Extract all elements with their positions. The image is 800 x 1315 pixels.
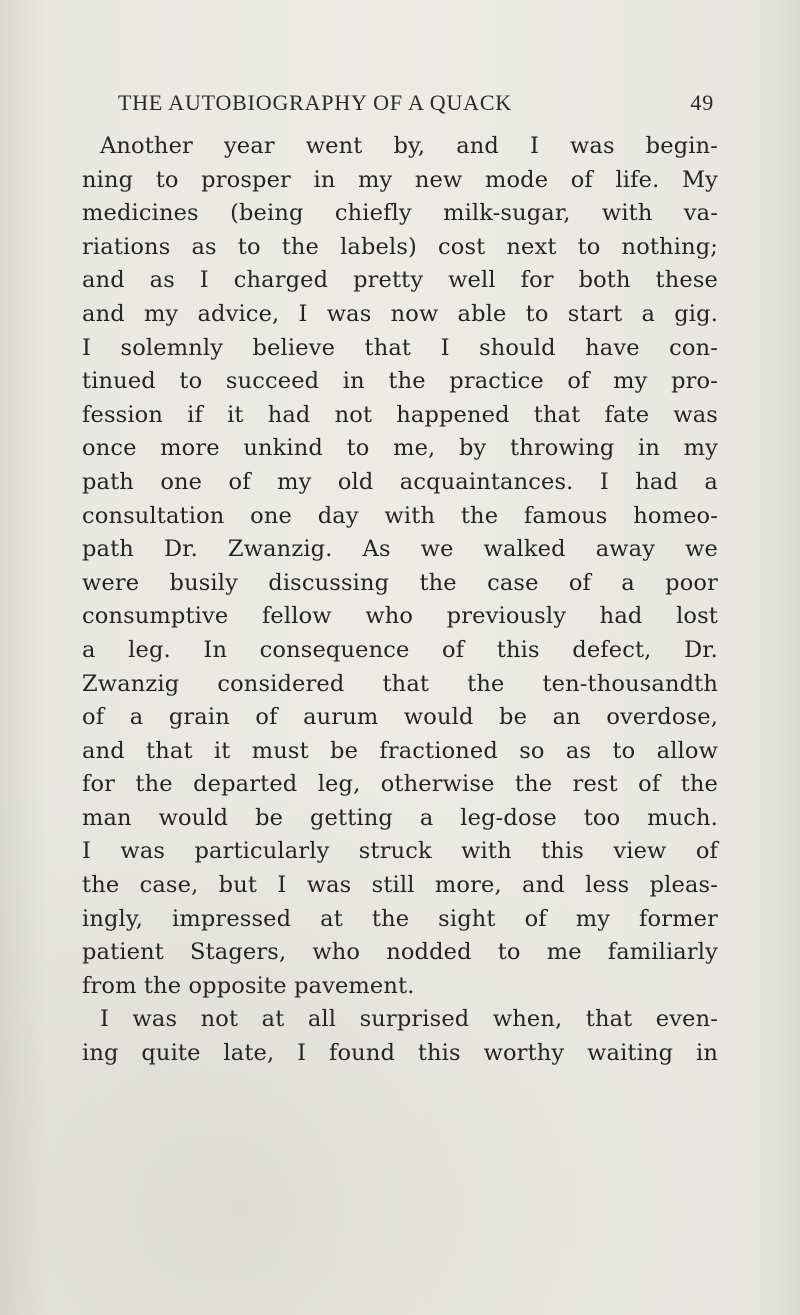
text-line: ing quite late, I found this worthy waiting in [82,1040,718,1067]
text-line: I solemnly believe that I should have con- [82,334,718,361]
running-title: THE AUTOBIOGRAPHY OF A QUACK [118,90,512,115]
text-line: path one of my old acquaintances. I had a [82,468,718,495]
text-line: and as I charged pretty well for both these [82,267,718,294]
text-line: once more unkind to me, by throwing in my [82,435,718,462]
text-line: Zwanzig considered that the ten-thousandth [82,670,718,697]
page-header [118,90,714,116]
text-line: from the opposite pavement. [82,972,415,999]
text-line: of a grain of aurum would be an overdose, [82,704,718,731]
text-line: consultation one day with the famous homeo- [82,502,718,529]
text-line: and that it must be fractioned so as to allow [82,737,718,764]
text-line: for the departed leg, otherwise the rest of the [82,771,718,798]
text-line: I was particularly struck with this view of [82,838,718,865]
text-line: riations as to the labels) cost next to nothing; [82,233,718,260]
text-line: and my advice, I was now able to start a gig. [82,300,718,327]
text-line: consumptive fellow who previously had lost [82,603,718,630]
text-line: medicines (being chiefly milk-sugar, with va- [82,200,718,227]
page-number: 49 [690,90,714,115]
text-line: the case, but I was still more, and less pleas- [82,872,718,899]
text-line: fession if it had not happened that fate was [82,401,718,428]
text-line: were busily discussing the case of a poor [82,569,718,596]
text-line: path Dr. Zwanzig. As we walked away we [82,536,718,563]
text-line: a leg. In consequence of this defect, Dr. [82,636,718,663]
text-line: man would be getting a leg-dose too much. [82,804,718,831]
text-line: Another year went by, and I was begin- [100,133,718,159]
text-line: tinued to succeed in the practice of my pro- [82,368,718,395]
text-line: patient Stagers, who nodded to me familiarly [82,939,718,966]
text-line: ingly, impressed at the sight of my former [82,905,718,932]
text-line: I was not at all surprised when, that even- [100,1006,718,1033]
body-text [82,130,718,1071]
text-line: ning to prosper in my new mode of life. My [82,166,718,193]
